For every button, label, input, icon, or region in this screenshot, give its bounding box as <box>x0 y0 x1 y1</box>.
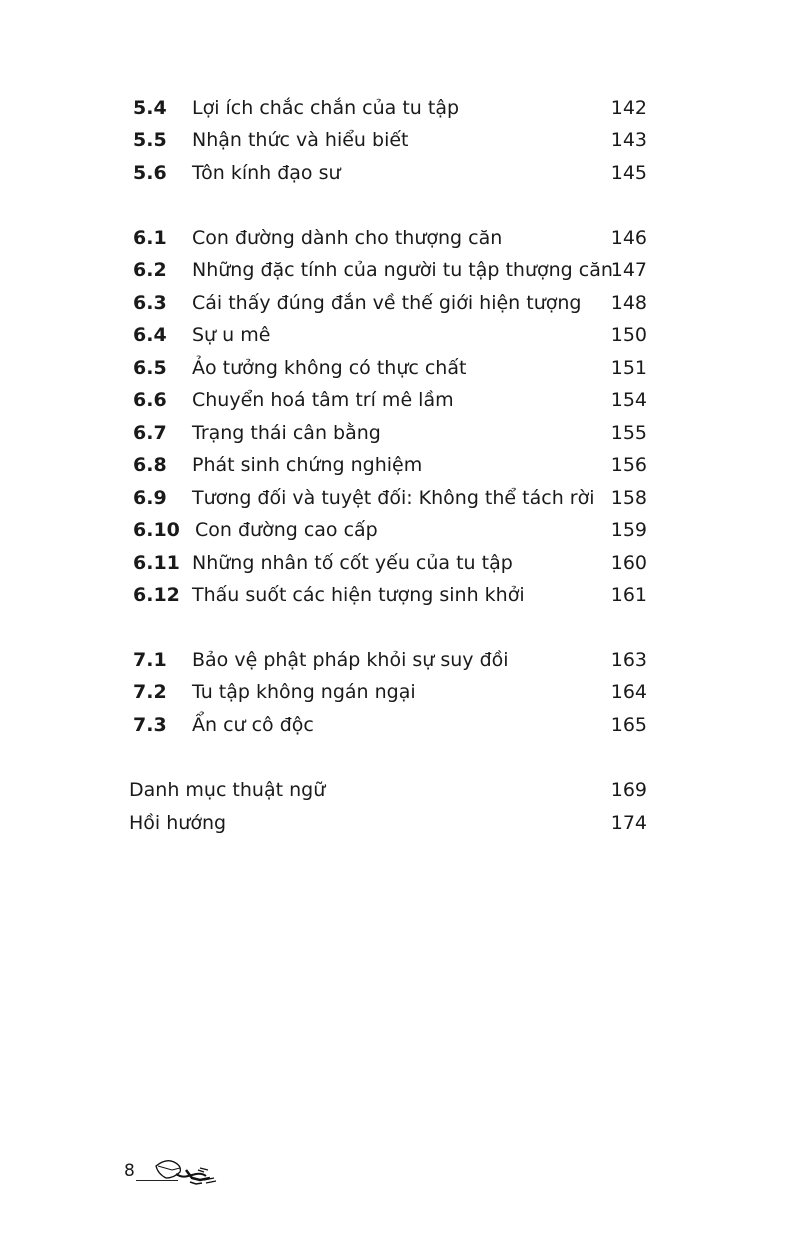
entry-number: 6.2 <box>133 259 167 281</box>
entry-title: Trạng thái cân bằng <box>192 422 381 444</box>
entry-number: 5.6 <box>133 162 167 184</box>
entry-title: Sự u mê <box>192 324 271 346</box>
entry-number: 6.5 <box>133 357 167 379</box>
page-number: 8 <box>124 1161 135 1181</box>
toc-entry[interactable] <box>0 319 800 351</box>
entry-number: 5.5 <box>133 129 167 151</box>
toc-entry[interactable] <box>0 482 800 514</box>
entry-title: Chuyển hoá tâm trí mê lầm <box>192 389 454 411</box>
entry-number: 7.1 <box>133 649 167 671</box>
entry-title: Tôn kính đạo sư <box>192 162 341 184</box>
entry-title: Danh mục thuật ngữ <box>129 779 326 801</box>
entry-number: 5.4 <box>133 97 167 119</box>
entry-number: 6.12 <box>133 584 180 606</box>
entry-number: 6.7 <box>133 422 167 444</box>
entry-number: 6.11 <box>133 552 180 574</box>
entry-page: 159 <box>610 519 647 541</box>
goose-ornament-icon <box>152 1156 222 1192</box>
toc-entry[interactable] <box>0 157 800 189</box>
entry-page: 169 <box>610 779 647 801</box>
entry-page: 145 <box>610 162 647 184</box>
entry-title: Tu tập không ngán ngại <box>192 681 416 703</box>
entry-page: 143 <box>610 129 647 151</box>
entry-title: Tương đối và tuyệt đối: Không thể tách rời <box>192 487 595 509</box>
entry-title: Con đường dành cho thượng căn <box>192 227 503 249</box>
toc-entry[interactable] <box>0 514 800 546</box>
entry-page: 147 <box>610 259 647 281</box>
entry-title: Nhận thức và hiểu biết <box>192 129 409 151</box>
toc-entry[interactable] <box>0 417 800 449</box>
entry-title: Lợi ích chắc chắn của tu tập <box>192 97 460 119</box>
entry-page: 156 <box>610 454 647 476</box>
entry-number: 6.6 <box>133 389 167 411</box>
entry-number: 6.4 <box>133 324 167 346</box>
toc-entry[interactable] <box>0 384 800 416</box>
entry-page: 158 <box>610 487 647 509</box>
entry-page: 151 <box>610 357 647 379</box>
toc-entry[interactable] <box>0 709 800 741</box>
entry-title: Ẩn cư cô độc <box>192 714 314 736</box>
entry-title: Thấu suốt các hiện tượng sinh khởi <box>192 584 525 606</box>
entry-number: 7.3 <box>133 714 167 736</box>
entry-title: Hồi hướng <box>129 812 227 834</box>
entry-page: 142 <box>610 97 647 119</box>
toc-entry[interactable] <box>0 579 800 611</box>
entry-page: 165 <box>610 714 647 736</box>
toc-entry[interactable] <box>0 222 800 254</box>
entry-title: Cái thấy đúng đắn về thế giới hiện tượng <box>192 292 582 314</box>
entry-number: 6.3 <box>133 292 167 314</box>
toc-entry[interactable] <box>0 287 800 319</box>
entry-page: 160 <box>610 552 647 574</box>
entry-page: 155 <box>610 422 647 444</box>
entry-title: Phát sinh chứng nghiệm <box>192 454 423 476</box>
entry-number: 6.9 <box>133 487 167 509</box>
toc-entry-dedication[interactable] <box>0 807 800 839</box>
toc-entry[interactable] <box>0 124 800 156</box>
entry-title: Con đường cao cấp <box>195 519 378 541</box>
entry-page: 164 <box>610 681 647 703</box>
toc-entry[interactable] <box>0 352 800 384</box>
entry-page: 161 <box>610 584 647 606</box>
entry-page: 148 <box>610 292 647 314</box>
entry-title: Ảo tưởng không có thực chất <box>192 357 467 379</box>
entry-page: 154 <box>610 389 647 411</box>
entry-title: Những đặc tính của người tu tập thượng căn <box>192 259 613 281</box>
toc-entry[interactable] <box>0 92 800 124</box>
entry-title: Những nhân tố cốt yếu của tu tập <box>192 552 513 574</box>
entry-page: 146 <box>610 227 647 249</box>
entry-page: 174 <box>610 812 647 834</box>
toc-entry[interactable] <box>0 254 800 286</box>
entry-page: 163 <box>610 649 647 671</box>
toc-entry[interactable] <box>0 676 800 708</box>
entry-number: 7.2 <box>133 681 167 703</box>
toc-entry[interactable] <box>0 449 800 481</box>
entry-title: Bảo vệ phật pháp khỏi sự suy đồi <box>192 649 509 671</box>
entry-number: 6.10 <box>133 519 180 541</box>
entry-page: 150 <box>610 324 647 346</box>
toc-entry[interactable] <box>0 547 800 579</box>
entry-number: 6.1 <box>133 227 167 249</box>
toc-entry-glossary[interactable] <box>0 774 800 806</box>
entry-number: 6.8 <box>133 454 167 476</box>
toc-entry[interactable] <box>0 644 800 676</box>
